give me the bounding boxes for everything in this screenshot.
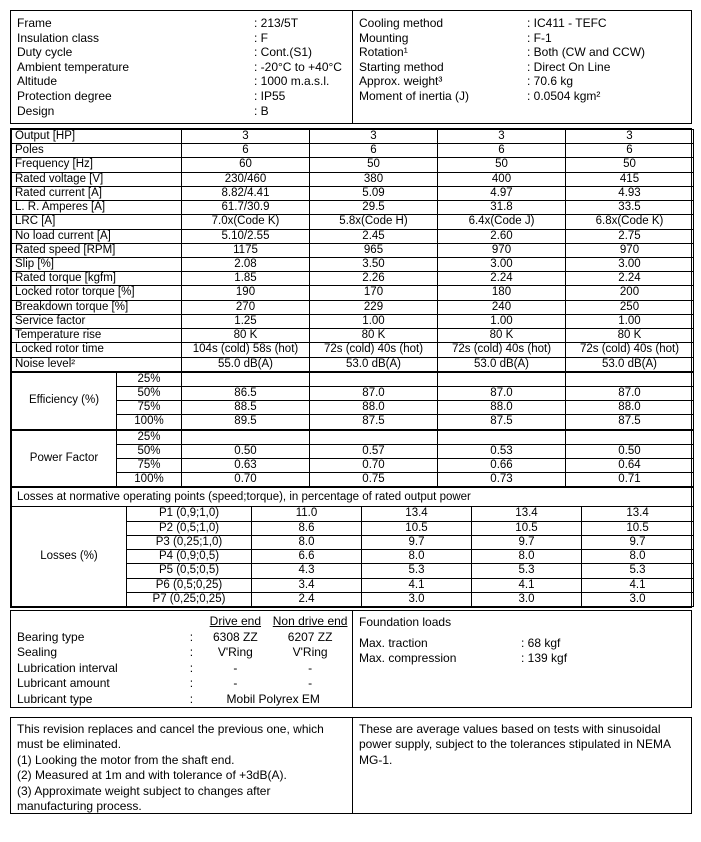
ratings-row <box>12 158 694 172</box>
ratings-label-cell: Frequency [Hz] <box>12 158 182 172</box>
efficiency-value-cell: 87.0 <box>566 386 694 400</box>
spec-value: : Both (CW and CCW) <box>527 45 646 60</box>
power_factor-value-cell: 0.53 <box>438 444 566 458</box>
ratings-row <box>12 314 694 328</box>
foundation-row-value: : 139 kgf <box>521 651 568 666</box>
notes-panel <box>10 717 692 814</box>
losses-table <box>11 487 694 607</box>
ratings-label-cell: Rated current [A] <box>12 186 182 200</box>
foundation-row-label: Max. compression <box>359 651 457 666</box>
losses-value-cell: 4.3 <box>252 564 362 578</box>
ratings-value-cell: 7.0x(Code K) <box>182 215 310 229</box>
spec-value: : Cont.(S1) <box>254 45 313 60</box>
non-drive-end-value: - <box>308 660 313 675</box>
ratings-value-cell: 2.45 <box>310 229 438 243</box>
revision-note-line: (1) Looking the motor from the shaft end. <box>17 752 235 767</box>
power_factor-value-cell: 0.64 <box>566 459 694 473</box>
efficiency-section-label: Efficiency (%) <box>12 372 117 429</box>
ratings-value-cell: 80 K <box>310 329 438 343</box>
power_factor-value-cell <box>310 430 438 445</box>
ratings-value-cell: 2.60 <box>438 229 566 243</box>
ratings-value-cell: 3.00 <box>566 257 694 271</box>
spec-row <box>17 104 347 119</box>
power_factor-value-cell: 0.71 <box>566 473 694 487</box>
ratings-value-cell: 50 <box>566 158 694 172</box>
ratings-row <box>12 186 694 200</box>
load-percent-cell: 25% <box>117 430 182 445</box>
ratings-row <box>12 300 694 314</box>
losses-row <box>12 507 694 521</box>
load-percent-cell: 50% <box>117 386 182 400</box>
efficiency-value-cell <box>310 372 438 386</box>
losses-value-cell: 11.0 <box>252 507 362 521</box>
spec-label: Altitude <box>17 74 58 89</box>
ratings-value-cell: 33.5 <box>566 201 694 215</box>
spec-label: Rotation¹ <box>359 45 408 60</box>
bearing-row-colon: : <box>189 645 194 660</box>
ratings-row <box>12 229 694 243</box>
ratings-value-cell: 3.50 <box>310 257 438 271</box>
drive-end-header: Drive end <box>209 614 262 628</box>
tolerance-note <box>353 718 691 813</box>
ratings-value-cell: 1.00 <box>566 314 694 328</box>
foundation-row <box>359 636 687 651</box>
spec-label: Insulation class <box>17 30 100 45</box>
ratings-value-cell: 3 <box>182 130 310 144</box>
ratings-value-cell: 1.00 <box>310 314 438 328</box>
power_factor-value-cell: 0.73 <box>438 473 566 487</box>
ratings-row <box>12 272 694 286</box>
ratings-row <box>12 357 694 371</box>
efficiency-value-cell: 88.0 <box>310 401 438 415</box>
spec-value: : IC411 - TEFC <box>527 16 607 30</box>
ratings-value-cell: 4.97 <box>438 186 566 200</box>
ratings-value-cell: 1.25 <box>182 314 310 328</box>
spec-row <box>359 74 686 89</box>
ratings-value-cell: 5.8x(Code H) <box>310 215 438 229</box>
ratings-value-cell: 6 <box>566 144 694 158</box>
spec-label: Frame <box>17 16 52 30</box>
losses-value-cell: 10.5 <box>362 521 472 535</box>
bearing-row <box>17 645 348 661</box>
ratings-value-cell: 2.08 <box>182 257 310 271</box>
losses-value-cell: 13.4 <box>582 507 694 521</box>
ratings-value-cell: 170 <box>310 286 438 300</box>
power_factor-value-cell: 0.63 <box>182 459 310 473</box>
efficiency-value-cell <box>438 372 566 386</box>
ratings-label-cell: Locked rotor torque [%] <box>12 286 182 300</box>
losses-value-cell: 8.0 <box>582 550 694 564</box>
ratings-value-cell: 190 <box>182 286 310 300</box>
ratings-row <box>12 286 694 300</box>
power_factor-value-cell: 0.50 <box>182 444 310 458</box>
spec-row <box>17 45 347 60</box>
ratings-value-cell: 50 <box>438 158 566 172</box>
ratings-value-cell: 8.82/4.41 <box>182 186 310 200</box>
ratings-row <box>12 172 694 186</box>
revision-note-line: (3) Approximate weight subject to changes after manufacturing process. <box>17 783 271 814</box>
losses-point-cell: P6 (0,5;0,25) <box>127 578 252 592</box>
losses-value-cell: 5.3 <box>472 564 582 578</box>
spec-value: : F <box>254 30 268 45</box>
ratings-label-cell: Service factor <box>12 314 182 328</box>
ratings-value-cell: 104s (cold) 58s (hot) <box>182 343 310 357</box>
efficiency-value-cell: 86.5 <box>182 386 310 400</box>
ratings-value-cell: 72s (cold) 40s (hot) <box>438 343 566 357</box>
ratings-value-cell: 5.09 <box>310 186 438 200</box>
losses-value-cell: 4.1 <box>472 578 582 592</box>
bearing-row-label: Sealing <box>17 645 58 660</box>
ratings-label-cell: Rated voltage [V] <box>12 172 182 186</box>
ratings-value-cell: 80 K <box>566 329 694 343</box>
efficiency-value-cell <box>566 372 694 386</box>
losses-value-cell: 9.7 <box>362 535 472 549</box>
ratings-value-cell: 3.00 <box>438 257 566 271</box>
power_factor-value-cell <box>438 430 566 445</box>
foundation-row <box>359 651 687 666</box>
losses-value-cell: 5.3 <box>582 564 694 578</box>
power_factor-value-cell: 0.70 <box>310 459 438 473</box>
ratings-value-cell: 6.8x(Code K) <box>566 215 694 229</box>
spec-value: : B <box>254 103 269 118</box>
spec-value: : 213/5T <box>254 16 299 30</box>
ratings-label-cell: Rated torque [kgfm] <box>12 272 182 286</box>
losses-point-cell: P4 (0,9;0,5) <box>127 550 252 564</box>
efficiency-value-cell: 89.5 <box>182 415 310 430</box>
load-percent-cell: 50% <box>117 444 182 458</box>
drive-end-value: - <box>233 660 238 675</box>
non-drive-end-value: - <box>308 676 313 691</box>
losses-point-cell: P7 (0,25;0,25) <box>127 592 252 606</box>
power_factor-value-cell: 0.66 <box>438 459 566 473</box>
revision-note-line: (2) Measured at 1m and with tolerance of +3dB(A). <box>17 768 287 783</box>
bearing-row-label: Bearing type <box>17 629 85 644</box>
ratings-value-cell: 970 <box>566 243 694 257</box>
bearing-row <box>17 676 348 692</box>
ratings-value-cell: 53.0 dB(A) <box>438 357 566 371</box>
bearing-row-colon: : <box>189 660 194 675</box>
spec-row <box>17 74 347 89</box>
spec-label: Cooling method <box>359 16 444 30</box>
losses-value-cell: 10.5 <box>582 521 694 535</box>
losses-value-cell: 3.0 <box>582 592 694 606</box>
spec-label: Duty cycle <box>17 45 73 60</box>
ratings-value-cell: 1175 <box>182 243 310 257</box>
load-percent-cell: 25% <box>117 372 182 386</box>
ratings-row <box>12 343 694 357</box>
general-specs-right <box>353 11 691 123</box>
spec-value: : -20°C to +40°C <box>254 59 342 74</box>
losses-value-cell: 2.4 <box>252 592 362 606</box>
ratings-value-cell: 72s (cold) 40s (hot) <box>310 343 438 357</box>
ratings-label-cell: Output [HP] <box>12 130 182 144</box>
load-percent-cell: 100% <box>117 473 182 487</box>
power_factor-value-cell: 0.50 <box>566 444 694 458</box>
ratings-value-cell: 970 <box>438 243 566 257</box>
ratings-value-cell: 6 <box>310 144 438 158</box>
spec-label: Moment of inertia (J) <box>359 88 470 103</box>
bearing-info <box>11 611 353 707</box>
ratings-row <box>12 215 694 229</box>
ratings-value-cell: 230/460 <box>182 172 310 186</box>
ratings-value-cell: 180 <box>438 286 566 300</box>
ratings-value-cell: 2.24 <box>566 272 694 286</box>
ratings-value-cell: 3 <box>310 130 438 144</box>
tolerance-note-text: These are average values based on tests with sinusoidal power supply, subject to the tolerances stipulated in NEMA MG-1. <box>359 722 671 767</box>
ratings-value-cell: 2.26 <box>310 272 438 286</box>
ratings-value-cell: 3 <box>566 130 694 144</box>
spec-label: Design <box>17 103 55 118</box>
losses-value-cell: 3.0 <box>472 592 582 606</box>
foundation-loads-title: Foundation loads <box>359 615 452 629</box>
ratings-value-cell: 380 <box>310 172 438 186</box>
drive-end-value: V'Ring <box>217 645 253 660</box>
non-drive-end-header: Non drive end <box>272 614 348 628</box>
power_factor-value-cell <box>182 430 310 445</box>
spec-row <box>359 31 686 46</box>
ratings-value-cell: 6.4x(Code J) <box>438 215 566 229</box>
efficiency-value-cell: 87.5 <box>438 415 566 430</box>
losses-value-cell: 8.0 <box>472 550 582 564</box>
losses-point-cell: P3 (0,25;1,0) <box>127 535 252 549</box>
ratings-label-cell: Noise level² <box>12 357 182 371</box>
spec-row <box>17 16 347 31</box>
efficiency-value-cell: 87.0 <box>310 386 438 400</box>
spec-label: Protection degree <box>17 88 112 103</box>
losses-header: Losses at normative operating points (speed;torque), in percentage of rated output power <box>12 488 694 507</box>
spec-value: : 1000 m.a.s.l. <box>254 74 330 89</box>
losses-point-cell: P2 (0,5;1,0) <box>127 521 252 535</box>
non-drive-end-value: 6207 ZZ <box>287 629 333 644</box>
efficiency-value-cell: 87.0 <box>438 386 566 400</box>
ratings-value-cell: 29.5 <box>310 201 438 215</box>
efficiency-value-cell: 87.5 <box>310 415 438 430</box>
ratings-value-cell: 270 <box>182 300 310 314</box>
ratings-row <box>12 130 694 144</box>
ratings-value-cell: 5.10/2.55 <box>182 229 310 243</box>
losses-value-cell: 6.6 <box>252 550 362 564</box>
losses-value-cell: 4.1 <box>582 578 694 592</box>
load-percent-cell: 75% <box>117 459 182 473</box>
ratings-label-cell: Poles <box>12 144 182 158</box>
power_factor-row <box>12 430 694 445</box>
ratings-value-cell: 6 <box>182 144 310 158</box>
ratings-value-cell: 1.85 <box>182 272 310 286</box>
bearing-header-spacer <box>17 614 185 630</box>
ratings-value-cell: 965 <box>310 243 438 257</box>
bearing-row-label: Lubricant amount <box>17 676 110 691</box>
bearing-row-label: Lubrication interval <box>17 660 118 675</box>
load-percent-cell: 100% <box>117 415 182 430</box>
spec-row <box>359 89 686 104</box>
ratings-label-cell: L. R. Amperes [A] <box>12 201 182 215</box>
ratings-value-cell: 415 <box>566 172 694 186</box>
power_factor-section-label: Power Factor <box>12 430 117 487</box>
spec-label: Mounting <box>359 30 409 45</box>
bearing-row-colon: : <box>189 676 194 691</box>
ratings-value-cell: 53.0 dB(A) <box>566 357 694 371</box>
spec-value: : 70.6 kg <box>527 74 574 89</box>
ratings-value-cell: 400 <box>438 172 566 186</box>
drive-end-value: - <box>233 676 238 691</box>
power_factor-value-cell <box>566 430 694 445</box>
ratings-row <box>12 257 694 271</box>
spec-label: Approx. weight³ <box>359 74 443 89</box>
losses-value-cell: 8.0 <box>362 550 472 564</box>
power_factor-value-cell: 0.70 <box>182 473 310 487</box>
losses-value-cell: 13.4 <box>472 507 582 521</box>
ratings-label-cell: Temperature rise <box>12 329 182 343</box>
losses-value-cell: 4.1 <box>362 578 472 592</box>
losses-point-cell: P1 (0,9;1,0) <box>127 507 252 521</box>
ratings-label-cell: LRC [A] <box>12 215 182 229</box>
bearing-row-label: Lubricant type <box>17 691 93 706</box>
ratings-row <box>12 329 694 343</box>
ratings-value-cell: 31.8 <box>438 201 566 215</box>
ratings-value-cell: 250 <box>566 300 694 314</box>
foundation-row-label: Max. traction <box>359 636 428 650</box>
spec-value: : F-1 <box>527 30 552 45</box>
general-specs-left <box>11 11 353 123</box>
bearing-header-row <box>17 614 348 630</box>
spec-value: : IP55 <box>254 88 286 103</box>
losses-value-cell: 3.4 <box>252 578 362 592</box>
revision-note <box>11 718 353 813</box>
ratings-value-cell: 55.0 dB(A) <box>182 357 310 371</box>
ratings-value-cell: 2.24 <box>438 272 566 286</box>
efficiency-value-cell: 88.5 <box>182 401 310 415</box>
bearing-row-colon: : <box>189 691 194 706</box>
ratings-row <box>12 144 694 158</box>
spec-row <box>359 60 686 75</box>
ratings-label-cell: Slip [%] <box>12 257 182 271</box>
spec-row <box>17 89 347 104</box>
ratings-value-cell: 80 K <box>438 329 566 343</box>
general-specs-panel <box>10 10 692 124</box>
bearing-row <box>17 692 348 708</box>
losses-value-cell: 3.0 <box>362 592 472 606</box>
efficiency-value-cell: 88.0 <box>566 401 694 415</box>
spec-value: : 0.0504 kgm² <box>527 88 601 103</box>
ratings-value-cell: 229 <box>310 300 438 314</box>
bearing-foundation-panel <box>10 610 692 708</box>
losses-section-label: Losses (%) <box>12 507 127 607</box>
losses-value-cell: 8.0 <box>252 535 362 549</box>
ratings-value-cell: 61.7/30.9 <box>182 201 310 215</box>
ratings-value-cell: 240 <box>438 300 566 314</box>
bearing-row-colon: : <box>189 629 194 644</box>
ratings-row <box>12 243 694 257</box>
ratings-value-cell: 2.75 <box>566 229 694 243</box>
non-drive-end-value: V'Ring <box>292 645 328 660</box>
spec-label: Starting method <box>359 59 444 74</box>
ratings-value-cell: 53.0 dB(A) <box>310 357 438 371</box>
ratings-label-cell: No load current [A] <box>12 229 182 243</box>
drive-end-value: 6308 ZZ <box>212 629 258 644</box>
losses-value-cell: 10.5 <box>472 521 582 535</box>
spec-value: : Direct On Line <box>527 59 611 74</box>
losses-value-cell: 9.7 <box>582 535 694 549</box>
efficiency-value-cell <box>182 372 310 386</box>
power_factor-value-cell: 0.57 <box>310 444 438 458</box>
ratings-value-cell: 3 <box>438 130 566 144</box>
bearing-row <box>17 630 348 646</box>
spec-row <box>17 31 347 46</box>
foundation-row-value: : 68 kgf <box>521 636 561 650</box>
bearing-row <box>17 661 348 677</box>
load-percent-cell: 75% <box>117 401 182 415</box>
ratings-table <box>11 129 694 372</box>
ratings-row <box>12 201 694 215</box>
losses-value-cell: 13.4 <box>362 507 472 521</box>
ratings-value-cell: 50 <box>310 158 438 172</box>
ratings-value-cell: 200 <box>566 286 694 300</box>
power_factor-value-cell: 0.75 <box>310 473 438 487</box>
bearing-span-value: Mobil Polyrex EM <box>226 691 320 706</box>
ratings-value-cell: 4.93 <box>566 186 694 200</box>
revision-note-line: This revision replaces and cancel the previous one, which must be eliminated. <box>17 722 324 752</box>
losses-header-row <box>12 488 694 507</box>
ratings-value-cell: 72s (cold) 40s (hot) <box>566 343 694 357</box>
ratings-value-cell: 1.00 <box>438 314 566 328</box>
electrical-data-grid <box>10 128 692 608</box>
ratings-label-cell: Locked rotor time <box>12 343 182 357</box>
efficiency-powerfactor-table <box>11 372 694 488</box>
ratings-value-cell: 60 <box>182 158 310 172</box>
spec-row <box>359 45 686 60</box>
foundation-loads <box>353 611 691 707</box>
losses-point-cell: P5 (0,5;0,5) <box>127 564 252 578</box>
losses-value-cell: 9.7 <box>472 535 582 549</box>
spec-row <box>17 60 347 75</box>
ratings-label-cell: Rated speed [RPM] <box>12 243 182 257</box>
losses-value-cell: 5.3 <box>362 564 472 578</box>
spec-row <box>359 16 686 31</box>
losses-value-cell: 8.6 <box>252 521 362 535</box>
efficiency-value-cell: 88.0 <box>438 401 566 415</box>
ratings-value-cell: 6 <box>438 144 566 158</box>
ratings-label-cell: Breakdown torque [%] <box>12 300 182 314</box>
spec-label: Ambient temperature <box>17 59 130 74</box>
efficiency-row <box>12 372 694 386</box>
ratings-value-cell: 80 K <box>182 329 310 343</box>
efficiency-value-cell: 87.5 <box>566 415 694 430</box>
